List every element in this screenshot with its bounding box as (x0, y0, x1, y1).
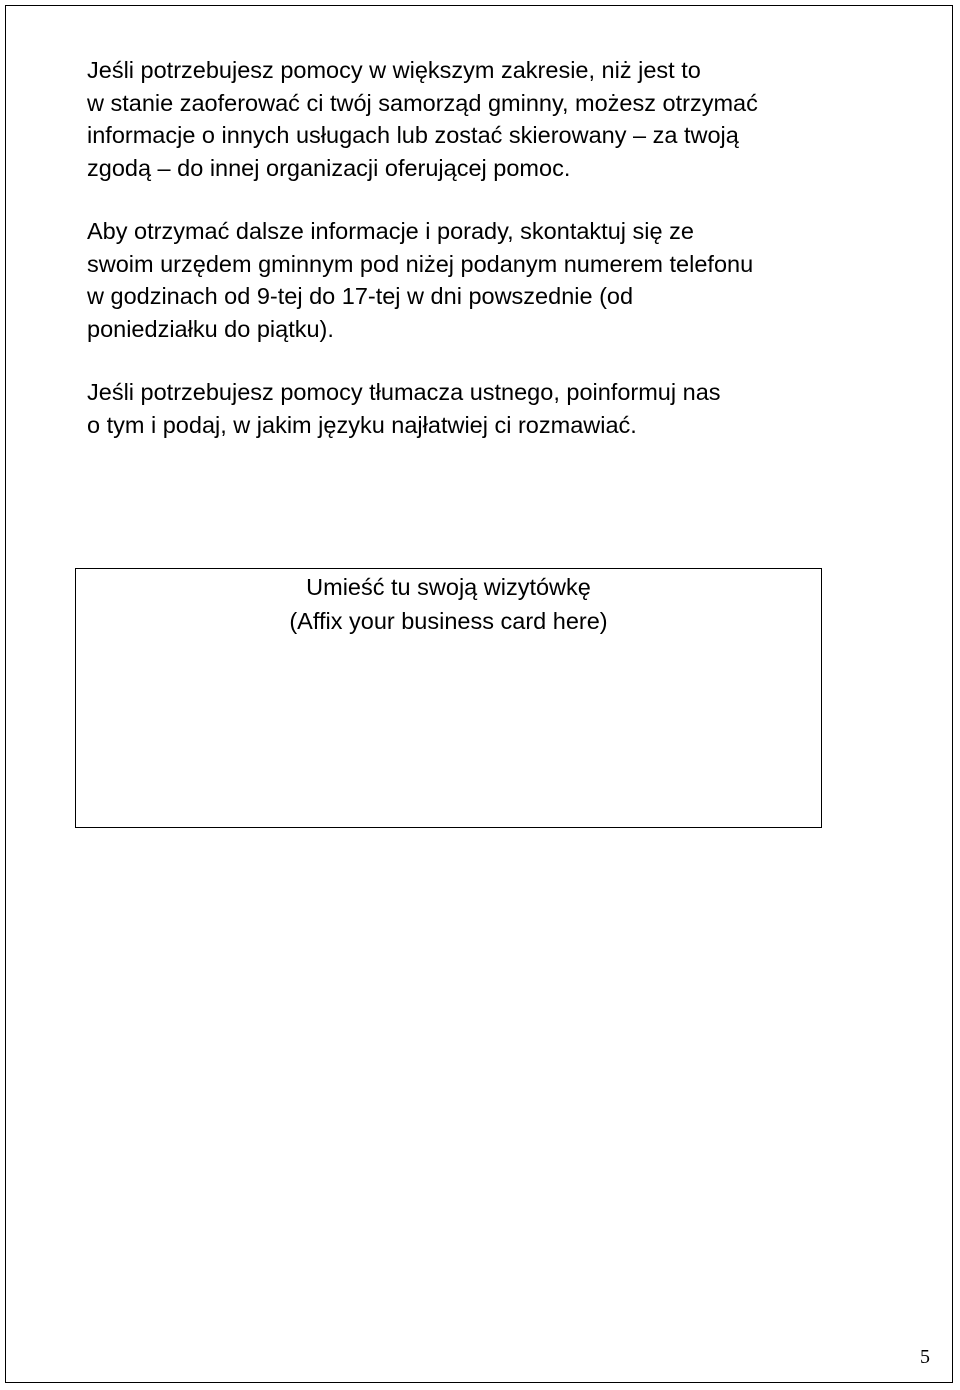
paragraph-line: Jeśli potrzebujesz pomocy tłumacza ustnego, poinformuj nas (87, 379, 721, 405)
business-card-caption: Umieść tu swoją wizytówkę (306, 574, 591, 600)
paragraph-line: poniedziałku do piątku). (87, 315, 334, 342)
paragraph-contact-info (87, 215, 907, 345)
business-card-box (75, 568, 822, 828)
business-card-caption-english: (Affix your business card here) (289, 608, 608, 634)
paragraph-line: informacje o innych usługach lub zostać skierowany – za twoją (87, 122, 739, 148)
paragraph-line: zgodą – do innej organizacji oferującej pomoc. (87, 154, 571, 181)
paragraph-line: Jeśli potrzebujesz pomocy w większym zakresie, niż jest to (87, 57, 701, 83)
paragraph-line: Aby otrzymać dalsze informacje i porady, skontaktuj się ze (87, 218, 694, 244)
paragraph-line: w godzinach od 9-tej do 17-tej w dni powszednie (od (87, 283, 634, 309)
paragraph-line: w stanie zaoferować ci twój samorząd gminny, możesz otrzymać (87, 89, 758, 116)
paragraph-interpreter (87, 376, 907, 441)
page-number: 5 (920, 1346, 930, 1368)
paragraph-additional-help (87, 54, 907, 184)
paragraph-line: swoim urzędem gminnym pod niżej podanym numerem telefonu (87, 250, 754, 277)
paragraph-line: o tym i podaj, w jakim języku najłatwiej ci rozmawiać. (87, 411, 637, 438)
